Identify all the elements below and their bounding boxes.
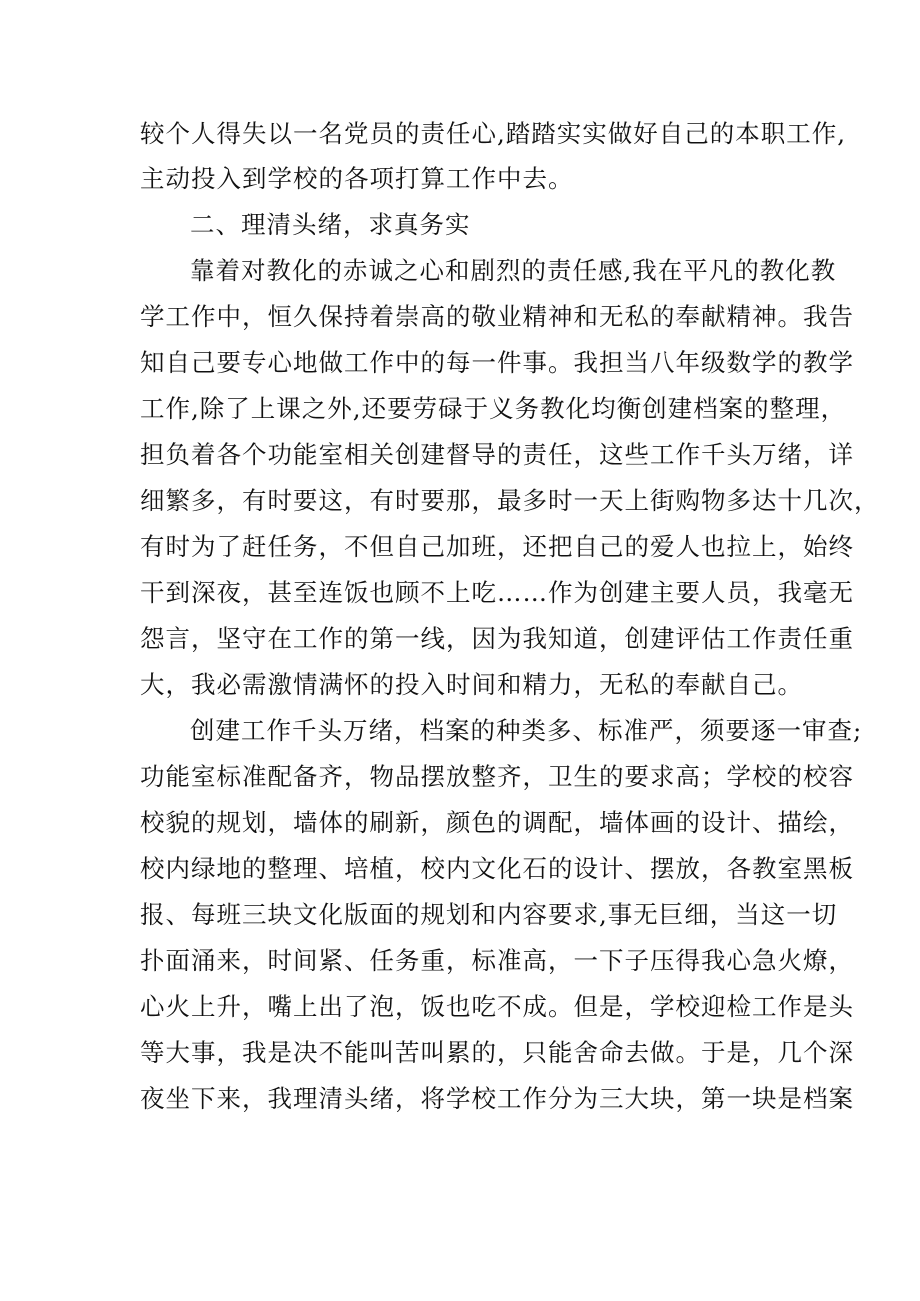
text-line-20: 心火上升，嘴上出了泡，饭也吃不成。但是，学校迎检工作是头 <box>140 992 854 1021</box>
text-line-4: 靠着对教化的赤诚之心和剧烈的责任感,我在平凡的教化教 <box>190 256 837 285</box>
text-line-17: 校内绿地的整理、培植，校内文化石的设计、摆放，各教室黑板 <box>140 854 854 883</box>
text-line-10: 有时为了赶任务，不但自己加班，还把自己的爱人也拉上，始终 <box>140 532 854 561</box>
text-line-8: 担负着各个功能室相关创建督导的责任，这些工作千头万绪，详 <box>140 440 854 469</box>
text-line-11: 干到深夜，甚至连饭也顾不上吃……作为创建主要人员，我毫无 <box>140 578 854 607</box>
section-heading: 二、理清头绪，求真务实 <box>190 210 471 239</box>
text-line-9: 细繁多，有时要这，有时要那，最多时一天上街购物多达十几次， <box>140 486 880 515</box>
text-line-13: 大，我必需激情满怀的投入时间和精力，无私的奉献自己。 <box>140 670 803 699</box>
text-line-14: 创建工作千头万绪，档案的种类多、标准严，须要逐一审查; <box>190 716 863 745</box>
text-line-1: 较个人得失以一名党员的责任心,踏踏实实做好自己的本职工作, <box>140 119 847 148</box>
text-line-15: 功能室标准配备齐，物品摆放整齐，卫生的要求高；学校的校容 <box>140 762 854 791</box>
text-line-7: 工作,除了上课之外,还要劳碌于义务教化均衡创建档案的整理， <box>140 394 847 423</box>
text-line-21: 等大事，我是决不能叫苦叫累的，只能舍命去做。于是，几个深 <box>140 1038 854 1067</box>
text-line-16: 校貌的规划，墙体的刷新，颜色的调配，墙体画的设计、描绘， <box>140 808 854 837</box>
text-line-6: 知自己要专心地做工作中的每一件事。我担当八年级数学的教学 <box>140 348 854 377</box>
text-line-5: 学工作中，恒久保持着崇高的敬业精神和无私的奉献精神。我告 <box>140 302 854 331</box>
text-line-22: 夜坐下来，我理清头绪，将学校工作分为三大块，第一块是档案 <box>140 1084 854 1113</box>
text-line-19: 扑面涌来，时间紧、任务重，标准高，一下子压得我心急火燎， <box>140 946 854 975</box>
text-line-2: 主动投入到学校的各项打算工作中去。 <box>140 164 574 193</box>
text-line-18: 报、每班三块文化版面的规划和内容要求,事无巨细，当这一切 <box>140 900 838 929</box>
text-line-12: 怨言，坚守在工作的第一线，因为我知道，创建评估工作责任重 <box>140 624 854 653</box>
